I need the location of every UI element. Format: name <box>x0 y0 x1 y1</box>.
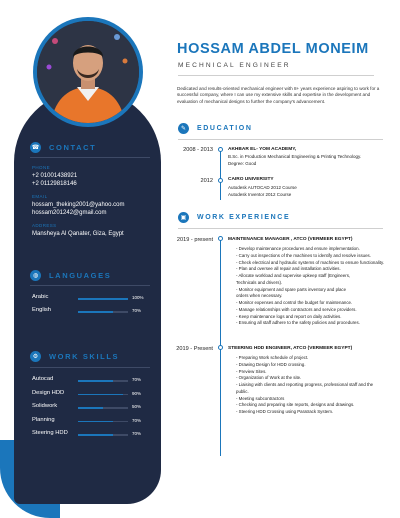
experience-bullet: - Carry out inspections of the machines to identify and resolve issues. <box>236 252 371 258</box>
experience-bullet: - Preview Sites. <box>236 368 267 374</box>
skill-row <box>32 307 150 317</box>
education-line-2b: Autodesk Inventor 2012 Course <box>228 192 292 197</box>
education-title-2: CAIRO UNIVERSITY <box>228 177 274 182</box>
experience-bullet: - Develop maintenance procedures and ensure implementation. <box>236 246 360 251</box>
candidate-title: MECHNICAL ENGINEER <box>178 62 291 69</box>
education-line-1b: Degree: Good <box>228 161 257 166</box>
experience-bullet: public. <box>236 388 249 394</box>
profile-photo <box>37 21 139 123</box>
skill-bar-fill <box>78 298 128 300</box>
skill-row <box>32 430 150 440</box>
skill-percent: 50% <box>132 404 142 409</box>
education-timeline <box>220 150 221 200</box>
experience-bullet: - Drawing Design for HDD crossing. <box>236 361 306 367</box>
skill-bar-fill <box>78 311 113 313</box>
education-title: EDUCATION <box>197 125 253 132</box>
education-heading <box>178 123 253 134</box>
experience-bullet: - Steering HDD Crossing using Paratrack System. <box>236 409 334 414</box>
skill-row <box>32 376 150 386</box>
contact-divider <box>30 157 150 158</box>
experience-divider <box>178 228 383 229</box>
skill-bar <box>78 434 128 436</box>
globe-icon: ◍ <box>30 270 41 281</box>
education-divider <box>178 139 383 140</box>
address-value: Mansheya Al Qanater, Giza, Egypt <box>32 231 124 237</box>
phone-1: +2 01001438921 <box>32 173 78 179</box>
education-title-1: AKHBAR EL- YOM ACADEMY, <box>228 147 297 152</box>
email-2[interactable]: hossam201242@gmail.com <box>32 210 107 216</box>
skill-row <box>32 390 150 400</box>
gear-icon: ⚙ <box>30 351 41 362</box>
candidate-name: HOSSAM ABDEL MONEIM <box>177 41 369 57</box>
skill-bar <box>78 298 128 300</box>
phone-icon: ☎ <box>30 142 41 153</box>
phone-2: +2 01129818146 <box>32 181 77 187</box>
skill-bar <box>78 421 128 423</box>
skill-bar-fill <box>78 421 113 423</box>
experience-title: WORK EXPERIENCE <box>197 214 291 221</box>
skill-bar-fill <box>78 394 123 396</box>
experience-dot-2 <box>218 345 223 350</box>
education-dot-2 <box>218 178 223 183</box>
skill-name: Design HDD <box>32 389 65 396</box>
education-line-2a: Autodesk AUTOCAD 2012 Course <box>228 185 297 190</box>
experience-bullets-2 <box>236 355 373 416</box>
education-date-1: 2008 - 2013 <box>183 147 213 153</box>
skills-heading <box>30 351 119 362</box>
skill-percent: 70% <box>132 377 142 382</box>
skill-percent: 70% <box>132 431 142 436</box>
skill-row <box>32 417 150 427</box>
education-date-2: 2012 <box>200 178 213 184</box>
languages-heading <box>30 270 111 281</box>
profile-summary: Dedicated and results-oriented mechanical engineer with 8+ years experience aspiring to work for a successful company, where I can use my extensive skills and expertise in the development and evaluation of mechanical designs to further the company's advancement. <box>177 86 380 104</box>
phone-label: PHONE <box>32 165 51 170</box>
experience-bullet: - Plan and oversee all repair and installation activities. <box>236 266 341 272</box>
skill-bar <box>78 311 128 313</box>
skill-percent: 70% <box>132 417 142 423</box>
skill-row <box>32 403 150 413</box>
skill-bar <box>78 407 128 409</box>
experience-bullets-1 <box>236 246 384 327</box>
education-line-1a: B.Sc. in Production Mechanical Engineering & Printing Technology. <box>228 154 362 159</box>
title-divider <box>178 75 374 76</box>
education-dot-1 <box>218 147 223 152</box>
email-1[interactable]: hossam_theking2001@yahoo.com <box>32 202 125 208</box>
contact-heading <box>30 142 96 153</box>
skill-name: English <box>32 307 52 313</box>
graduation-cap-icon: ✎ <box>178 123 189 134</box>
address-label: ADDRESS <box>32 223 57 228</box>
experience-bullet: - Liaising with clients and reporting progress, professional staff and the <box>236 382 374 387</box>
languages-divider <box>30 285 150 286</box>
skills-divider <box>30 367 150 368</box>
experience-title-2: STEERING HDD ENGINEER, ATCO (VERMEER EGYPT) <box>228 346 353 351</box>
email-label: EMAIL <box>32 194 48 199</box>
skill-percent: 90% <box>132 390 142 396</box>
experience-title-1: MAINTENANCE MANAGER , ATCO (VERMEER EGYPT) <box>228 237 353 242</box>
experience-date-2: 2019 - Present <box>176 346 213 352</box>
skill-name: Arabic <box>32 294 49 300</box>
experience-bullet: - Ensuring all staff adhere to the safety policies and procedures. <box>236 320 360 326</box>
person-silhouette-icon <box>37 21 139 123</box>
contact-title: CONTACT <box>49 143 97 152</box>
experience-bullet: - Preparing Work schedule of project. <box>236 355 309 360</box>
experience-bullet: Technicals and drivers). <box>236 279 283 285</box>
skill-bar <box>78 380 128 382</box>
skill-name: Solidwork <box>32 403 58 409</box>
experience-date-1: 2019 - present <box>176 237 213 243</box>
skill-bar <box>78 394 128 396</box>
skill-name: Steering HDD <box>32 430 68 436</box>
experience-dot-1 <box>218 236 223 241</box>
experience-bullet: - Check electrical and hydraulic systems of machines to ensure functionality. <box>236 259 385 265</box>
skill-percent: 70% <box>132 308 142 313</box>
skill-bar-fill <box>78 407 103 409</box>
experience-bullet: - Meeting subcontractors <box>236 395 285 401</box>
briefcase-icon: ▣ <box>178 212 189 223</box>
skill-percent: 100% <box>132 295 144 300</box>
skill-name: Autocad <box>32 376 54 382</box>
experience-bullet: - Manage relationships with contractors and service providers. <box>236 306 357 312</box>
experience-bullet: - Keep maintenance logs and report on daily activities. <box>236 313 342 319</box>
experience-bullet: orders when necessary. <box>236 293 283 299</box>
languages-title: LANGUAGES <box>49 271 112 280</box>
skills-title: WORK SKILLS <box>49 352 120 361</box>
experience-bullet: - Organization of Work at the site. <box>236 375 302 381</box>
experience-bullet: - Monitor equipment and spare parts inventory and place <box>236 286 347 292</box>
skill-name: Planning <box>32 416 55 423</box>
experience-bullet: - Checking and preparing site reports, designs and drawings. <box>236 402 355 408</box>
experience-bullet: - Allocate workload and supervise upkeep staff (Engineers, <box>236 273 351 278</box>
skill-row <box>32 294 150 304</box>
experience-heading <box>178 212 290 223</box>
skill-bar-fill <box>78 434 113 436</box>
experience-bullet: - Monitor expenses and control the budget for maintenance. <box>236 300 353 305</box>
skill-bar-fill <box>78 380 113 382</box>
